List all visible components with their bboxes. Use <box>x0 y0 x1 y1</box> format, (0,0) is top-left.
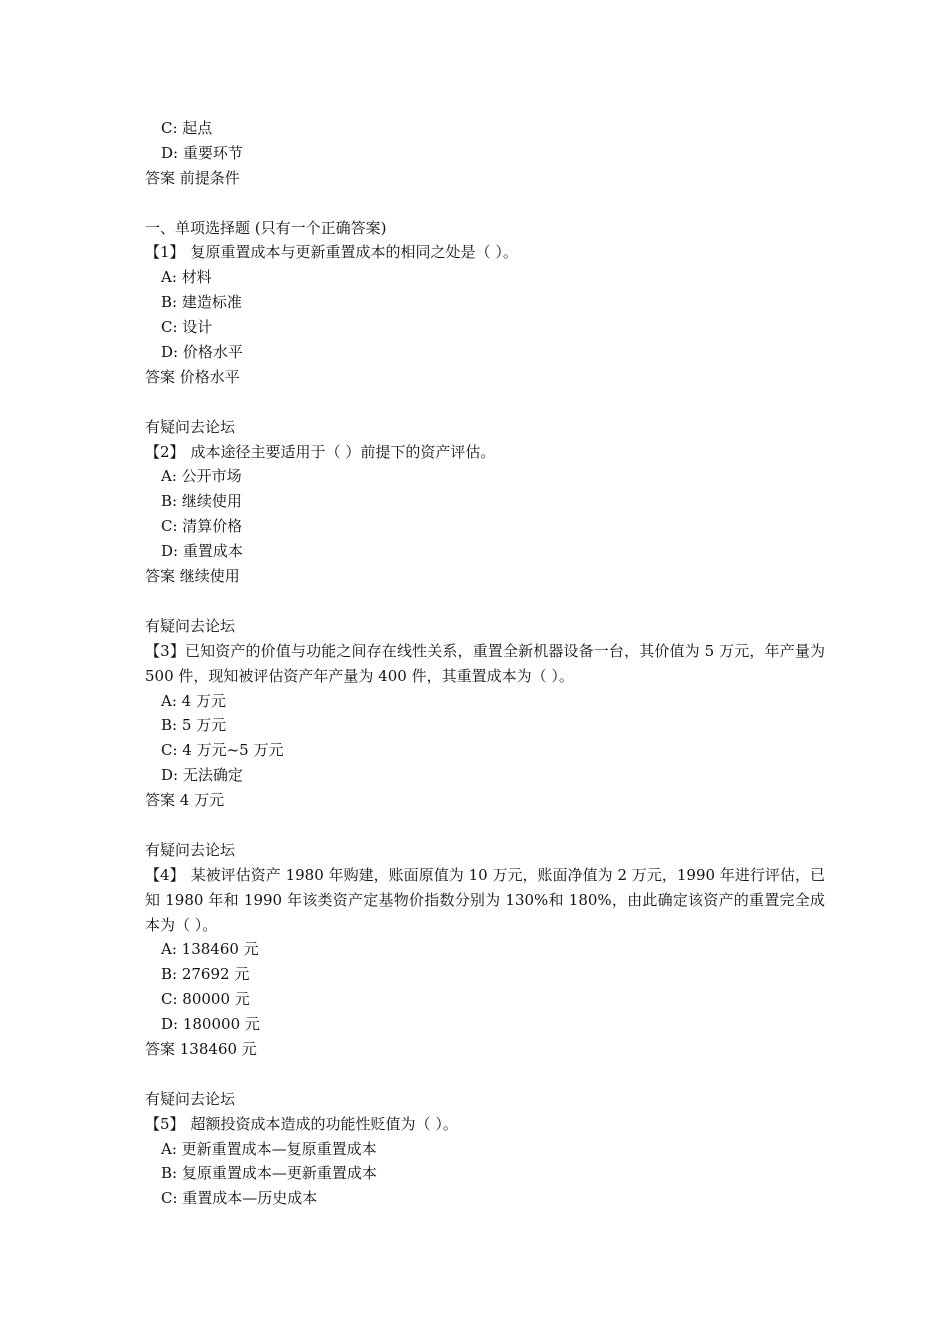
option: B: 27692 元 <box>161 965 250 984</box>
option: C: 重置成本—历史成本 <box>161 1189 318 1208</box>
option: B: 继续使用 <box>161 492 242 511</box>
option: B: 建造标准 <box>161 293 242 312</box>
answer: 答案 4 万元 <box>145 791 225 810</box>
question <box>145 1112 825 1137</box>
option: B: 5 万元 <box>161 716 227 735</box>
option: D: 重要环节 <box>161 143 243 162</box>
question-text: 成本途径主要适用于（ ）前提下的资产评估。 <box>190 442 496 461</box>
option: B: 复原重置成本—更新重置成本 <box>161 1164 377 1183</box>
section-title: 一、单项选择题 (只有一个正确答案) <box>145 218 387 237</box>
answer: 答案 价格水平 <box>145 367 240 386</box>
forum-link[interactable]: 有疑问去论坛 <box>145 1089 236 1108</box>
option: A: 4 万元 <box>161 691 226 710</box>
question-number: 【4】 <box>145 865 185 884</box>
document-body <box>145 116 825 1211</box>
option: D: 重置成本 <box>161 542 243 561</box>
answer: 答案 前提条件 <box>145 168 240 187</box>
option: D: 180000 元 <box>161 1015 260 1034</box>
forum-link[interactable]: 有疑问去论坛 <box>145 616 236 635</box>
option: A: 138460 元 <box>161 940 259 959</box>
option: A: 公开市场 <box>161 467 242 486</box>
question-text: 超额投资成本造成的功能性贬值为（ ）。 <box>190 1114 458 1133</box>
question-text: 已知资产的价值与功能之间存在线性关系，重置全新机器设备一台，其价值为 5 万元，年产量为 500 件，现知被评估资产年产量为 400 件，其重置成本为（ ）。 <box>145 641 825 685</box>
option: C: 起点 <box>161 119 213 137</box>
question-text: 复原重置成本与更新重置成本的相同之处是（ ）。 <box>190 243 518 262</box>
question-number: 【3】 <box>145 641 185 660</box>
forum-link[interactable]: 有疑问去论坛 <box>145 417 236 436</box>
option: D: 价格水平 <box>161 343 243 362</box>
option: C: 80000 元 <box>161 990 250 1009</box>
question <box>145 639 825 689</box>
question-number: 【1】 <box>145 243 185 262</box>
question <box>145 240 825 265</box>
option: D: 无法确定 <box>161 766 243 785</box>
question-number: 【2】 <box>145 442 185 461</box>
option: C: 设计 <box>161 318 213 337</box>
question <box>145 863 825 938</box>
forum-link[interactable]: 有疑问去论坛 <box>145 840 236 859</box>
question-number: 【5】 <box>145 1114 185 1133</box>
answer: 答案 继续使用 <box>145 567 240 586</box>
option: A: 材料 <box>161 268 212 287</box>
answer: 答案 138460 元 <box>145 1040 257 1059</box>
option: C: 清算价格 <box>161 517 243 536</box>
question-text: 某被评估资产 1980 年购建，账面原值为 10 万元，账面净值为 2 万元，1990 年进行评估，已知 1980 年和 1990 年该类资产定基物价指数分别为 130%和 180%，由此确定该资产的重置完全成本为（ ）。 <box>145 865 825 934</box>
option: A: 更新重置成本—复原重置成本 <box>161 1139 377 1158</box>
option: C: 4 万元~5 万元 <box>161 741 284 760</box>
question <box>145 440 825 465</box>
